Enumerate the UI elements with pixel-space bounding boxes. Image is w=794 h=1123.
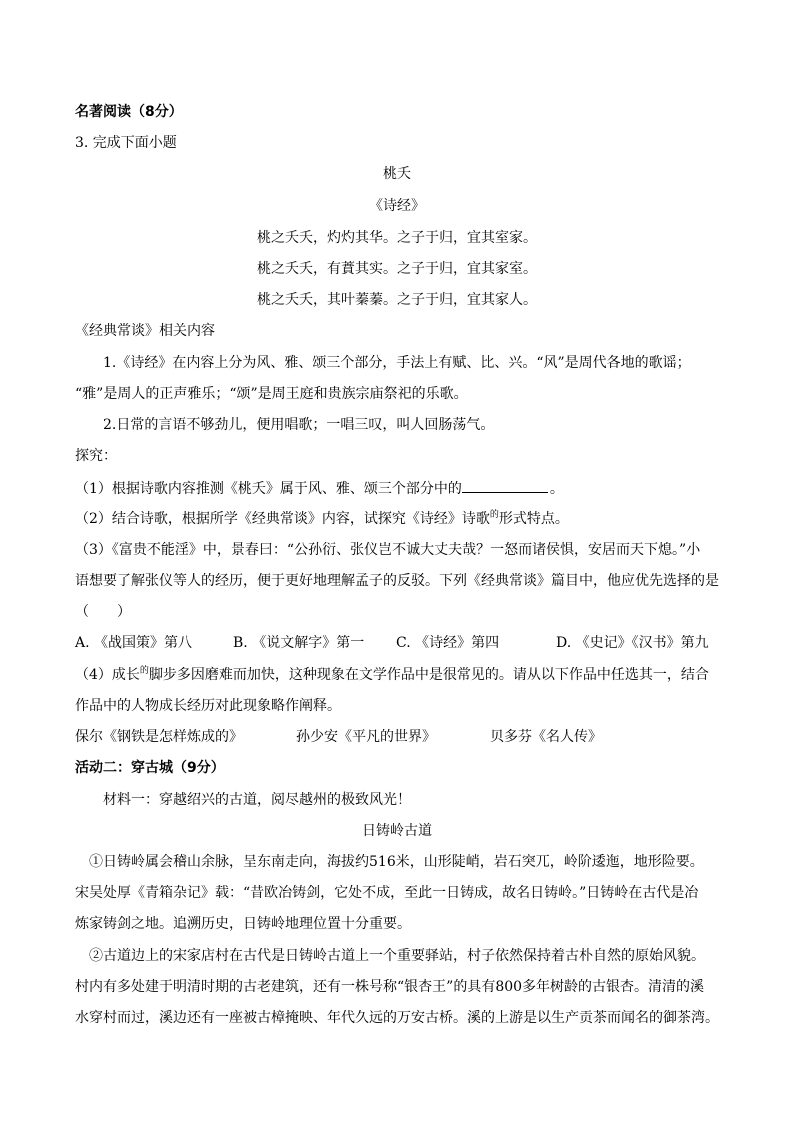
classic-talk-item2: 2.日常的言语不够劲儿，便用唱歌；一唱三叹，叫人回肠荡气。 [103, 417, 495, 433]
poem-line-2: 桃之夭夭，有蕡其实。之子于归，宜其家室。 [257, 261, 537, 277]
paragraph-1-line3: 炼家铸剑之地。追溯历史，日铸岭地理位置十分重要。 [75, 916, 411, 932]
work-3: 贝多芬《名人传》 [490, 729, 602, 745]
classic-talk-item1-line1: 1.《诗经》在内容上分为风、雅、颂三个部分，手法上有赋、比、兴。“风”是周代各地的歌谣； [103, 355, 691, 371]
question-4-line2: 作品中的人物成长经历对此现象略作阐释。 [75, 698, 341, 714]
question-label: 3. 完成下面小题 [75, 135, 177, 151]
classic-talk-item1-line2: “雅”是周人的正声雅乐；“颂”是周王庭和贵族宗庙祭祀的乐歌。 [75, 386, 468, 402]
article-title: 日铸岭古道 [362, 823, 432, 839]
question-4-rest: 脚步多因磨难而加快，这种现象在文学作品中是很常见的。请从以下作品中任选其一，结合 [148, 667, 709, 683]
work-1: 保尔《钢铁是怎样炼成的》 [75, 729, 243, 745]
material-one: 材料一：穿越绍兴的古道，阅尽越州的极致风光！ [103, 792, 411, 808]
section-title-classics: 名著阅读（8分） [75, 104, 183, 120]
classic-talk-heading: 《经典常谈》相关内容 [75, 323, 215, 339]
paragraph-2-line2: 村内有多处建于明清时期的古老建筑，还有一株号称“银杏王”的具有800多年树龄的古银杏。清清的溪 [75, 979, 705, 995]
poem-title: 桃夭 [383, 166, 411, 182]
poem-line-1: 桃之夭夭，灼灼其华。之子于归，宜其室家。 [257, 230, 537, 246]
section-title-ancient-city: 活动二：穿古城（9分） [75, 760, 225, 776]
paragraph-1-line2: 宋吴处厚《青箱杂记》载：“昔欧冶铸剑，它处不成，至此一日铸成，故名日铸岭。”日铸岭在古代是冶 [75, 885, 699, 901]
question-2-superscript: 的 [489, 510, 499, 520]
question-3-line1: （3）《富贵不能淫》中，景春曰：“公孙衍、张仪岂不诚大丈夫哉？一怒而诸侯惧，安居而天下熄。”小 [75, 542, 701, 558]
work-2: 孙少安《平凡的世界》 [296, 729, 436, 745]
question-3-line2: 语想要了解张仪等人的经历，便于更好地理解孟子的反驳。下列《经典常谈》篇目中，他应优先选择的是 [75, 573, 719, 589]
question-2 [75, 509, 569, 531]
poem-source: 《诗经》 [369, 198, 425, 214]
question-1-text: （1）根据诗歌内容推测《桃夭》属于风、雅、颂三个部分中的 [75, 481, 462, 497]
question-2-text: （2）结合诗歌，根据所学《经典常谈》内容，试探究《诗经》诗歌 [75, 511, 490, 527]
poem-line-3: 桃之夭夭，其叶蓁蓁。之子于归，宜其家人。 [257, 292, 537, 308]
question-4-superscript: 的 [139, 666, 149, 676]
question-4-text: （4）成长 [75, 667, 140, 683]
question-4-line1 [75, 665, 709, 687]
question-1 [75, 478, 564, 499]
question-2-end: 形式特点。 [498, 511, 569, 527]
choice-d: D. 《史记》《汉书》第九 [556, 635, 709, 651]
answer-blank[interactable] [462, 478, 548, 493]
choice-a: A. 《战国策》第八 [75, 635, 193, 651]
explore-heading: 探究： [75, 448, 117, 464]
choice-b: B. 《说文解字》第一 [233, 635, 365, 651]
paragraph-2-line3: 水穿村而过，溪边还有一座被古樟掩映、年代久远的万安古桥。溪的上游是以生产贡茶而闻名的御茶湾。 [75, 1010, 719, 1026]
paragraph-2-line1: ②古道边上的宋家店村在古代是日铸岭古道上一个重要驿站，村子依然保持着古朴自然的原始风貌。 [89, 948, 705, 964]
question-1-end: 。 [549, 481, 564, 497]
choice-c: C. 《诗经》第四 [396, 635, 500, 651]
question-3-paren: （ ） [75, 604, 131, 620]
paragraph-1-line1: ①日铸岭属会稽山余脉，呈东南走向，海拔约516米，山形陡峭，岩石突兀，岭阶逶迤，地形险要。 [89, 854, 704, 870]
